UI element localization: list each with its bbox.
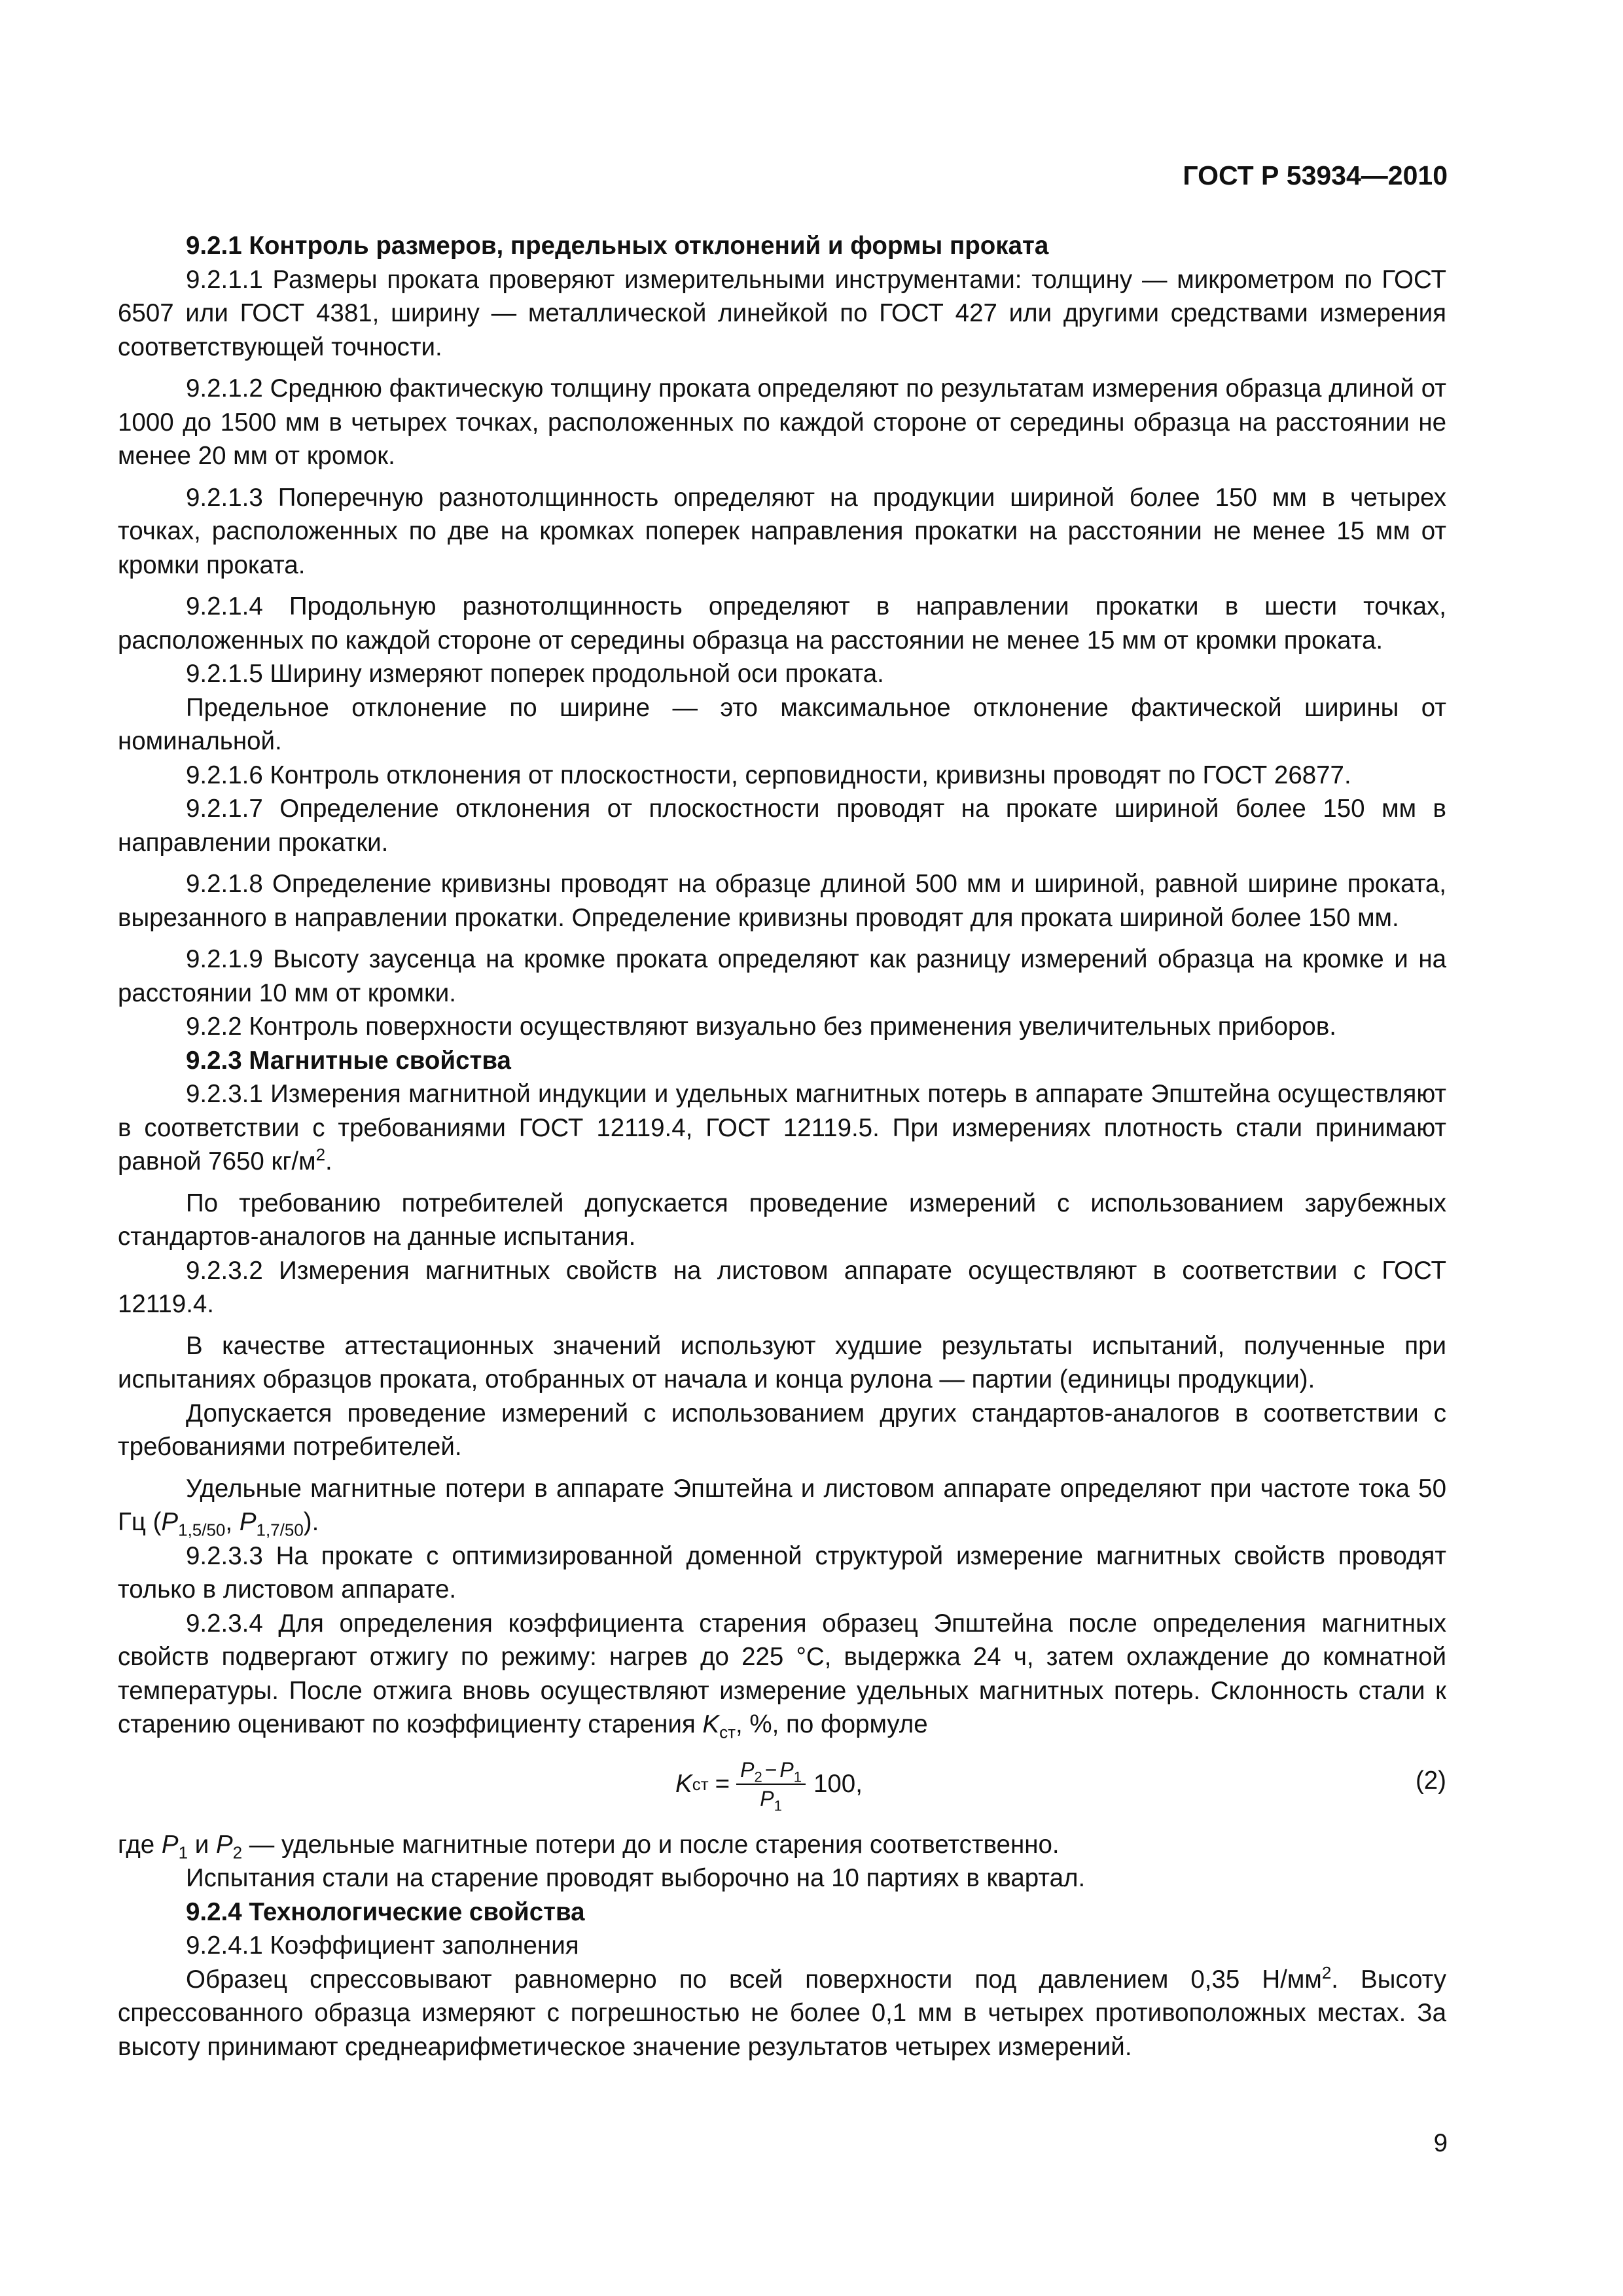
paragraph-text: где (118, 1830, 162, 1859)
paragraph: 9.2.1.7 Определение отклонения от плоскостности проводят на прокате шириной более 150 мм в направлении прокатки. (118, 795, 1446, 857)
paragraph: Допускается проведение измерений с использованием других стандартов-аналогов в соответствии с требованиями потребителей. (118, 1399, 1446, 1461)
paragraph: 9.2.4.1 Коэффициент заполнения (186, 1931, 579, 1960)
formula-tail: 100, (813, 1769, 863, 1798)
paragraph: 9.2.3.2 Измерения магнитных свойств на листовом аппарате осуществляют в соответствии с ГОСТ 12119.4. (118, 1256, 1446, 1318)
paragraph: 9.2.1.3 Поперечную разнотолщинность определяют на продукции шириной более 150 мм в четырех точках, расположенных по две на кромках поперек направления прокатки на расстоянии не менее 15 мм от кромки проката. (118, 483, 1446, 579)
paragraph: 9.2.2 Контроль поверхности осуществляют визуально без применения увеличительных приборов. (186, 1013, 1336, 1041)
subscript: 2 (232, 1842, 243, 1863)
paragraph: 9.2.1.4 Продольную разнотолщинность определяют в направлении прокатки в шести точках, расположенных по каждой стороне от середины образца на расстоянии не менее 15 мм от кромки проката. (118, 592, 1446, 655)
paragraph-text: . (325, 1147, 332, 1175)
section-heading: 9.2.3 Магнитные свойства (186, 1046, 511, 1075)
paragraph-text: Образец спрессовывают равномерно по всей поверхности под давлением 0,35 Н/мм (186, 1965, 1322, 1994)
variable: P (161, 1508, 179, 1536)
superscript: 2 (1321, 1962, 1332, 1982)
variable: P (239, 1508, 257, 1536)
formula-block (118, 1748, 1446, 1820)
formula-symbol: P (779, 1757, 794, 1782)
paragraph-text: и (188, 1830, 216, 1859)
document-body (118, 229, 1446, 2064)
paragraph-text: 9.2.3.1 Измерения магнитной индукции и удельных магнитных потерь в аппарате Эпштейна осуществляют в соответствии с требованиями ГОСТ 12119.4, ГОСТ 12119.5. При измерениях плотность стали принимают равной 7650 кг/м (118, 1080, 1446, 1175)
paragraph: 9.2.1.6 Контроль отклонения от плоскостности, серповидности, кривизны проводят по ГОСТ 26877. (186, 761, 1351, 789)
formula-symbol: P (740, 1757, 755, 1782)
fraction-denominator (760, 1785, 782, 1814)
paragraph-text: 9.2.3.4 Для определения коэффициента старения образец Эпштейна после определения магнитных свойств подвергают отжигу по режиму: нагрев до 225 °С, выдержка 24 ч, затем охлаждение до комнатной температуры. После отжига вновь осуществляют измерение удельных магнитных потерь. Склонность стали к старению оценивают по коэффициенту старения (118, 1609, 1446, 1738)
paragraph-text: , (225, 1508, 240, 1536)
section-heading: 9.2.1 Контроль размеров, предельных отклонений и формы проката (186, 232, 1049, 260)
formula-subscript: 1 (774, 1797, 782, 1814)
paragraph: 9.2.1.5 Ширину измеряют поперек продольной оси проката. (186, 660, 884, 688)
formula-subscript: 1 (793, 1768, 802, 1785)
paragraph: По требованию потребителей допускается проведение измерений с использованием зарубежных стандартов-аналогов на данные испытания. (118, 1189, 1446, 1251)
paragraph (118, 1828, 1446, 1862)
subscript: ст (719, 1722, 736, 1742)
formula-fraction (736, 1757, 806, 1814)
formula-subscript: 2 (754, 1768, 762, 1785)
subscript: 1,5/50 (178, 1520, 226, 1540)
paragraph (118, 1607, 1446, 1742)
paragraph: 9.2.1.2 Среднюю фактическую толщину проката определяют по результатам измерения образца длиной от 1000 до 1500 мм в четырех точках, расположенных по каждой стороне от середины образца на расстоянии не менее 20 мм от кромок. (118, 374, 1446, 470)
formula-symbol: K (675, 1769, 692, 1798)
paragraph: 9.2.1.8 Определение кривизны проводят на образце длиной 500 мм и шириной, равной ширине проката, вырезанного в направлении прокатки. Определение кривизны проводят для проката шириной более 150 мм. (118, 870, 1446, 932)
paragraph (118, 1963, 1446, 2064)
paragraph: Предельное отклонение по ширине — это максимальное отклонение фактической ширины от номинальной. (118, 693, 1446, 755)
superscript: 2 (315, 1145, 326, 1165)
variable: P (161, 1830, 179, 1859)
page-number: 9 (1433, 2129, 1448, 2157)
subscript: 1,7/50 (256, 1520, 304, 1540)
formula-minus: − (764, 1757, 777, 1782)
paragraph (118, 1077, 1446, 1179)
formula: K ст = $\frac{P_2 - P_1}{P_1}$ 100, (675, 1757, 863, 1814)
variable: P (215, 1830, 233, 1859)
section-heading: 9.2.4 Технологические свойства (186, 1897, 585, 1926)
paragraph-text: , %, по формуле (736, 1710, 928, 1738)
variable: K (702, 1710, 720, 1738)
paragraph (118, 1472, 1446, 1539)
document-header: ГОСТ Р 53934—2010 (1183, 160, 1448, 190)
paragraph-text: Удельные магнитные потери в аппарате Эпштейна и листовом аппарате определяют при частоте тока 50 Гц ( (118, 1474, 1446, 1536)
paragraph: 9.2.3.3 На прокате с оптимизированной доменной структурой измерение магнитных свойств проводят только в листовом аппарате. (118, 1541, 1446, 1604)
fraction-numerator (736, 1757, 806, 1785)
paragraph: 9.2.1.1 Размеры проката проверяют измерительными инструментами: толщину — микрометром по ГОСТ 6507 или ГОСТ 4381, ширину — металлической линейкой по ГОСТ 427 или другими средствами измерения соответствующей точности. (118, 265, 1446, 361)
paragraph: В качестве аттестационных значений используют худшие результаты испытаний, полученные при испытаниях образцов проката, отобранных от начала и конца рулона — партии (единицы продукции). (118, 1331, 1446, 1393)
paragraph: Испытания стали на старение проводят выборочно на 10 партиях в квартал. (186, 1864, 1086, 1892)
paragraph-text: ). (303, 1508, 319, 1536)
formula-equals: = (715, 1769, 730, 1798)
formula-symbol: P (760, 1786, 774, 1810)
equation-number: (2) (1415, 1766, 1446, 1795)
paragraph: 9.2.1.9 Высоту заусенца на кромке проката определяют как разницу измерений образца на кромке и на расстоянии 10 мм от кромки. (118, 945, 1446, 1007)
paragraph-text: . Высоту спрессованного образца измеряют с погрешностью не более 0,1 мм в четырех противоположных местах. За высоту принимают среднеарифметическое значение результатов четырех измерений. (118, 1965, 1446, 2061)
subscript: 1 (178, 1842, 188, 1863)
paragraph-text: — удельные магнитные потери до и после старения соответственно. (242, 1830, 1060, 1859)
